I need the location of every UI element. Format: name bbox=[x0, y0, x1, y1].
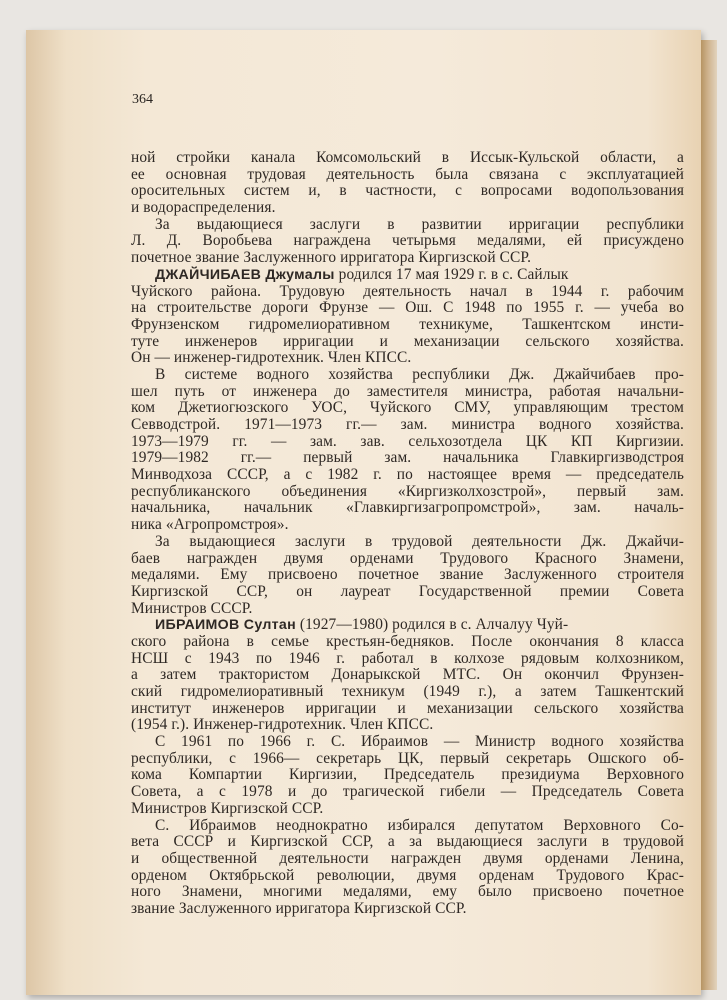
text-line: Севводстрой. 1971—1973 гг.— зам. министра водного хозяйства. bbox=[131, 416, 684, 433]
text-line: В системе водного хозяйства республики Дж. Джайчибаев про- bbox=[155, 365, 684, 383]
text-line: ком Джетиогюзского УОС, Чуйского СМУ, управляющим трестом bbox=[131, 399, 684, 417]
text-line: С. Ибраимов неоднократно избирался депутатом Верховного Со- bbox=[155, 816, 684, 834]
text-line: Министров СССР. bbox=[131, 599, 253, 617]
text-line: ский гидромелиоративный техникум (1949 г.), а затем Ташкентский bbox=[131, 683, 684, 700]
text-line: орденом Октябрьской революции, двумя орденам Трудового Крас- bbox=[131, 866, 684, 884]
page-edge bbox=[701, 40, 717, 990]
text-line: Чуйского района. Трудовую деятельность начал в 1944 г. рабочим bbox=[131, 282, 684, 300]
text-line: почетное звание Заслуженного ирригатора Киргизской ССР. bbox=[131, 249, 532, 267]
text-line: (1954 г.). Инженер-гидротехник. Член КПСС. bbox=[131, 716, 434, 734]
text-line: За выдающиеся заслуги в развитии ирригации республики bbox=[155, 215, 684, 233]
text-line: медалями. Ему присвоено почетное звание Заслуженного строителя bbox=[131, 566, 684, 584]
body-text bbox=[131, 150, 684, 918]
text-line: Он — инженер-гидротехник. Член КПСС. bbox=[131, 349, 412, 367]
text-line: НСШ с 1943 по 1946 г. работал в колхозе рядовым колхозником, bbox=[131, 649, 684, 667]
text-line: начальника, начальник «Главкиргизагропромстрой», зам. началь- bbox=[131, 499, 684, 517]
text-line: Министров Киргизской ССР. bbox=[131, 799, 324, 817]
text-line: республиканского объединения «Киргизколхозстрой», первый зам. bbox=[131, 482, 684, 500]
text-line: звание Заслуженного ирригатора Киргизской ССР. bbox=[131, 899, 467, 917]
text-line: Киргизской ССР, он лауреат Государственной премии Совета bbox=[131, 582, 684, 600]
text-line: 1973—1979 гг. — зам. зав. сельхозотдела ЦК КП Киргизии. bbox=[131, 432, 684, 450]
text-line-rest: родился 17 мая 1929 г. в с. Сайлык bbox=[334, 265, 569, 283]
text-line: вета СССР и Киргизской ССР, а за выдающиеся заслуги в трудовой bbox=[131, 833, 684, 851]
text-line bbox=[131, 267, 684, 284]
text-line: Л. Д. Воробьева награждена четырьмя медалями, ей присуждено bbox=[131, 232, 684, 250]
text-line: ника «Агропромстроя». bbox=[131, 516, 289, 534]
person-name: ИБРАИМОВ Султан bbox=[155, 617, 296, 634]
text-line: ее основная трудовая деятельность была связана с эксплуатацией bbox=[131, 165, 684, 183]
text-line-rest: (1927—1980) родился в с. Алчалуу Чуй- bbox=[295, 616, 569, 634]
page-number: 364 bbox=[132, 92, 153, 107]
text-line: республики, с 1966— секретарь ЦК, первый секретарь Ошского об- bbox=[131, 749, 684, 767]
text-line: За выдающиеся заслуги в трудовой деятельности Дж. Джайчи- bbox=[155, 532, 684, 550]
text-line: ного Знамени, многими медалями, ему было присвоено почетное bbox=[131, 883, 684, 901]
text-line: на строительстве дороги Фрунзе — Ош. С 1948 по 1955 г. — учеба во bbox=[131, 299, 684, 317]
text-line: и общественной деятельности награжден двумя орденами Ленина, bbox=[131, 849, 684, 867]
text-line: Совета, а с 1978 и до трагической гибели — Председатель Совета bbox=[131, 783, 684, 801]
person-name: ДЖАЙЧИБАЕВ Джумалы bbox=[155, 266, 335, 283]
text-line: Фрунзенском гидромелиоративном техникуме, Ташкентском инсти- bbox=[131, 315, 684, 333]
text-line: и водораспределения. bbox=[131, 199, 276, 217]
text-line: оросительных систем и, в частности, с вопросами водопользования bbox=[131, 182, 684, 200]
text-line: С 1961 по 1966 г. С. Ибраимов — Министр водного хозяйства bbox=[155, 733, 684, 751]
text-line: институт инженеров ирригации и механизации сельского хозяйства bbox=[131, 699, 684, 717]
text-line: баев награжден двумя орденами Трудового Красного Знамени, bbox=[131, 549, 684, 567]
text-line bbox=[131, 617, 684, 634]
text-line: а затем трактористом Донарыкской МТС. Он окончил Фрунзен- bbox=[131, 666, 684, 684]
text-line: шел путь от инженера до заместителя министра, работая начальни- bbox=[131, 382, 684, 400]
text-line: Минводхоза СССР, а с 1982 г. по настоящее время — председатель bbox=[131, 466, 684, 484]
text-line: туте инженеров ирригации и механизации сельского хозяйства. bbox=[131, 332, 684, 350]
text-line: ной стройки канала Комсомольский в Иссык-Кульской области, а bbox=[131, 149, 684, 166]
text-line: ского района в семье крестьян-бедняков. После окончания 8 класса bbox=[131, 632, 684, 650]
text-line: кома Компартии Киргизии, Председатель президиума Верховного bbox=[131, 766, 684, 784]
text-line: 1979—1982 гг.— первый зам. начальника Главкиргизводстроя bbox=[131, 449, 684, 467]
